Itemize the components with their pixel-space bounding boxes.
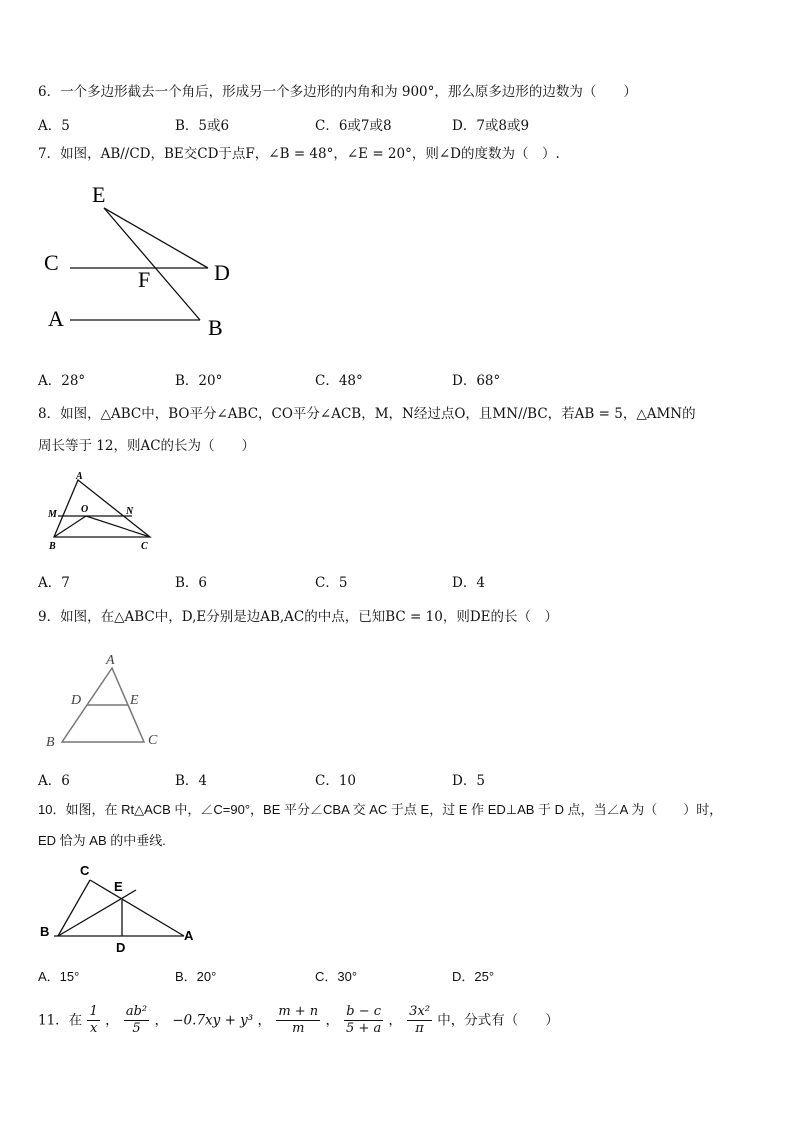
q7-figure: [40, 180, 240, 345]
q8-label-a: A: [76, 471, 83, 482]
q11-sep: ，: [388, 1012, 402, 1029]
q9-option-b[interactable]: B．4: [175, 773, 208, 789]
q7-options: [38, 369, 738, 389]
q9-label-c: C: [148, 733, 158, 748]
q8-options: [38, 571, 738, 591]
q7-label-c: C: [44, 250, 59, 275]
q11-sep: ，: [154, 1012, 168, 1029]
q11-sep: ，: [105, 1012, 119, 1029]
q7-label-d: D: [214, 260, 230, 285]
q8-option-c[interactable]: C．5: [315, 575, 348, 591]
q8-label-b: B: [49, 541, 56, 552]
q8-stem-line1: 8．如图，△ABC中，BO平分∠ABC，CO平分∠ACB，M，N经过点O，且MN//BC，若AB = 5，△AMN的: [38, 406, 696, 422]
q9-options: [38, 769, 738, 789]
q11-prefix: 11．在: [38, 1012, 83, 1029]
q8-label-o: O: [81, 504, 89, 515]
q9-option-c[interactable]: C．10: [315, 773, 357, 789]
q10-options: [38, 966, 738, 986]
q11-stem: [38, 1004, 559, 1037]
q8-label-c: C: [141, 541, 148, 552]
q10-option-c[interactable]: C．30°: [315, 969, 358, 984]
q10-figure: [38, 860, 203, 955]
q9-option-a[interactable]: A．6: [38, 773, 70, 789]
q11-sep: ，: [257, 1012, 272, 1029]
q9-figure: [42, 648, 172, 753]
q7-stem: 7．如图，AB//CD，BE交CD于点F，∠B = 48°，∠E = 20°，则∠D的度数为（ ）.: [38, 146, 560, 162]
q11-fraction-4: $\frac{b - c}{5 + a}$: [346, 1004, 382, 1036]
q9-label-a: A: [106, 653, 115, 668]
q6-option-a[interactable]: A．5: [38, 118, 70, 134]
q9-label-d: D: [71, 693, 82, 708]
q6-options: [38, 114, 738, 134]
q10-stem-line1: 10．如图，在 Rt△ACB 中，∠C=90°，BE 平分∠CBA 交 AC 于点 E，过 E 作 ED⊥AB 于 D 点，当∠A 为（ ）时，: [38, 802, 723, 817]
q7-option-a[interactable]: A．28°: [38, 373, 86, 389]
q7-label-f: F: [138, 267, 151, 292]
q10-stem-line2: ED 恰为 AB 的中垂线.: [38, 833, 166, 848]
q9-stem: 9．如图，在△ABC中，D,E分别是边AB,AC的中点，已知BC = 10，则DE的长（ ）: [38, 609, 558, 625]
q8-label-n: N: [126, 506, 134, 517]
q7-label-b: B: [208, 315, 223, 340]
q11-sep: ，: [325, 1012, 339, 1029]
q10-option-a[interactable]: A．15°: [38, 969, 80, 984]
q7-option-b[interactable]: B．20°: [175, 373, 223, 389]
q10-label-d: D: [116, 940, 126, 955]
q6-option-d[interactable]: D．7或8或9: [452, 118, 530, 134]
q10-label-a: A: [184, 928, 194, 943]
q7-label-a: A: [48, 306, 64, 331]
q6-option-b[interactable]: B．5或6: [175, 118, 230, 134]
q11-fraction-3: $\frac{m + n}{m}$: [278, 1004, 319, 1036]
q10-label-c: C: [80, 863, 90, 878]
q11-fraction-2: $\frac{\text{ab²}}{5}$: [125, 1004, 148, 1036]
q11-fraction-1: $\frac{1}{x}$: [89, 1004, 98, 1036]
q10-label-b: B: [40, 924, 50, 939]
q9-label-e: E: [130, 693, 139, 708]
q8-stem-line2: 周长等于 12，则AC的长为（ ）: [38, 438, 256, 454]
q8-option-b[interactable]: B．6: [175, 575, 208, 591]
q7-label-e: E: [92, 182, 106, 207]
q10-option-b[interactable]: B．20°: [175, 969, 217, 984]
q10-option-d[interactable]: D．25°: [452, 969, 495, 984]
q10-label-e: E: [114, 879, 123, 894]
q8-option-a[interactable]: A．7: [38, 575, 70, 591]
q7-option-d[interactable]: D．68°: [452, 373, 501, 389]
q11-suffix: 中，分式有（ ）: [437, 1012, 559, 1029]
q7-option-c[interactable]: C．48°: [315, 373, 363, 389]
q6-option-c[interactable]: C．6或7或8: [315, 118, 392, 134]
q8-option-d[interactable]: D．4: [452, 575, 485, 591]
q9-option-d[interactable]: D．5: [452, 773, 485, 789]
q8-label-m: M: [48, 509, 57, 520]
q11-fraction-5: $\frac{\text{3x²}}{\pi}$: [409, 1004, 430, 1036]
q8-figure: [46, 468, 156, 553]
q9-label-b: B: [46, 735, 55, 750]
q11-polynomial: −0.7xy + y³: [172, 1012, 254, 1029]
q6-stem: 6．一个多边形截去一个角后，形成另一个多边形的内角和为 900°，那么原多边形的边数为（ ）: [38, 84, 637, 100]
